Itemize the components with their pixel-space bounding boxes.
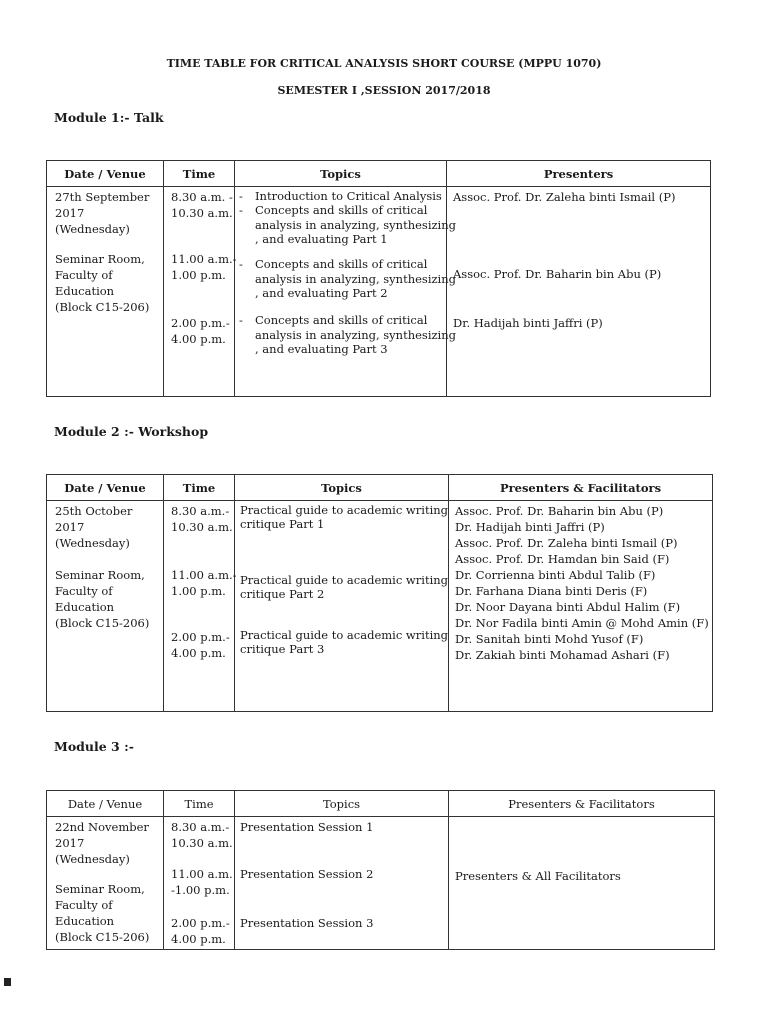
venue-block: Seminar Room, Faculty of Education (Block C15-206) [55, 882, 150, 944]
presenter-name: Dr. Nor Fadila binti Amin @ Mohd Amin (F) [455, 616, 709, 630]
presenter-name: Assoc. Prof. Dr. Baharin bin Abu (P) [453, 267, 662, 281]
time-slot-3: 2.00 p.m.- 4.00 p.m. [171, 316, 230, 346]
presenter-name: Presenters & All Facilitators [455, 869, 621, 883]
topics-cell [235, 501, 449, 712]
time-slot-1: 8.30 a.m. - 10.30 a.m. [171, 190, 233, 220]
date-block: 25th October 2017 (Wednesday) [55, 504, 133, 550]
module2-table [46, 474, 713, 712]
presenter-name: Assoc. Prof. Dr. Hamdan bin Said (F) [455, 552, 670, 566]
document-title: TIME TABLE FOR CRITICAL ANALYSIS SHORT COURSE (MPPU 1070) [166, 57, 602, 70]
module2-heading: Module 2 :- Workshop [54, 424, 209, 439]
time-slot-2: 11.00 a.m. -1.00 p.m. [171, 867, 233, 897]
col-header-time: Time [164, 161, 235, 187]
col-header-topics: Topics [235, 791, 449, 817]
topic-item: Presentation Session 1 [240, 820, 374, 834]
col-header-topics: Topics [235, 475, 449, 501]
presenter-list [455, 503, 709, 663]
time-slot-2: 11.00 a.m.- 1.00 p.m. [171, 252, 237, 282]
module1-table [46, 160, 711, 397]
col-header-time: Time [164, 791, 235, 817]
presenters-cell [449, 817, 715, 950]
topics-cell: - Introduction to Critical Analysis - Concepts and skills of critical analysis in analyzing, synthesizing , and evaluating Part 1 - Concepts and skills of critical analysis in analyzing, synthesizing , and evaluating Part 2 - Concepts and skills of critical analysis in analyzing, synthesizing , and evaluating Part 3 [235, 187, 447, 397]
time-slot-2: 11.00 a.m.- 1.00 p.m. [171, 568, 237, 598]
topic-item: Practical guide to academic writing critique Part 3 [240, 628, 449, 656]
venue-block: Seminar Room, Faculty of Education (Block C15-206) [55, 252, 150, 314]
presenter-name: Dr. Corrienna binti Abdul Talib (F) [455, 568, 656, 582]
time-cell [164, 187, 235, 397]
document-subtitle: SEMESTER I ,SESSION 2017/2018 [277, 84, 491, 97]
time-slot-1: 8.30 a.m.- 10.30 a.m. [171, 504, 233, 534]
date-venue-cell [47, 187, 164, 397]
presenter-name: Assoc. Prof. Dr. Zaleha binti Ismail (P) [455, 536, 678, 550]
presenter-name: Dr. Noor Dayana binti Abdul Halim (F) [455, 600, 681, 614]
time-cell [164, 501, 235, 712]
topic-item: Practical guide to academic writing critique Part 1 [240, 503, 449, 531]
topic-item: Presentation Session 2 [240, 867, 374, 881]
module1-heading: Module 1:- Talk [54, 110, 164, 125]
col-header-topics: Topics [235, 161, 447, 187]
col-header-presenters: Presenters [447, 161, 711, 187]
col-header-date-venue: Date / Venue [47, 791, 164, 817]
date-block: 22nd November 2017 (Wednesday) [55, 820, 149, 866]
module3-table [46, 790, 715, 950]
module3-heading: Module 3 :- [54, 739, 134, 754]
presenter-name: Dr. Sanitah binti Mohd Yusof (F) [455, 632, 644, 646]
scan-mark [4, 978, 11, 986]
time-cell [164, 817, 235, 950]
time-slot-3: 2.00 p.m.- 4.00 p.m. [171, 916, 230, 946]
topic-item: Presentation Session 3 [240, 916, 374, 930]
time-slot-3: 2.00 p.m.- 4.00 p.m. [171, 630, 230, 660]
date-venue-cell [47, 501, 164, 712]
presenter-name: Dr. Zakiah binti Mohamad Ashari (F) [455, 648, 670, 662]
presenters-cell [449, 501, 713, 712]
presenter-name: Dr. Hadijah binti Jaffri (P) [453, 316, 603, 330]
topics-cell [235, 817, 449, 950]
time-slot-1: 8.30 a.m.- 10.30 a.m. [171, 820, 233, 850]
presenter-name: Assoc. Prof. Dr. Zaleha binti Ismail (P) [453, 190, 676, 204]
date-block: 27th September 2017 (Wednesday) [55, 190, 150, 236]
presenter-name: Dr. Hadijah binti Jaffri (P) [455, 520, 605, 534]
col-header-presenters: Presenters & Facilitators [449, 791, 715, 817]
col-header-presenters: Presenters & Facilitators [449, 475, 713, 501]
presenters-cell [447, 187, 711, 397]
presenter-name: Dr. Farhana Diana binti Deris (F) [455, 584, 648, 598]
presenter-name: Assoc. Prof. Dr. Baharin bin Abu (P) [455, 504, 664, 518]
venue-block: Seminar Room, Faculty of Education (Block C15-206) [55, 568, 150, 630]
col-header-time: Time [164, 475, 235, 501]
col-header-date-venue: Date / Venue [47, 161, 164, 187]
topic-item: Practical guide to academic writing critique Part 2 [240, 573, 449, 601]
col-header-date-venue: Date / Venue [47, 475, 164, 501]
date-venue-cell [47, 817, 164, 950]
